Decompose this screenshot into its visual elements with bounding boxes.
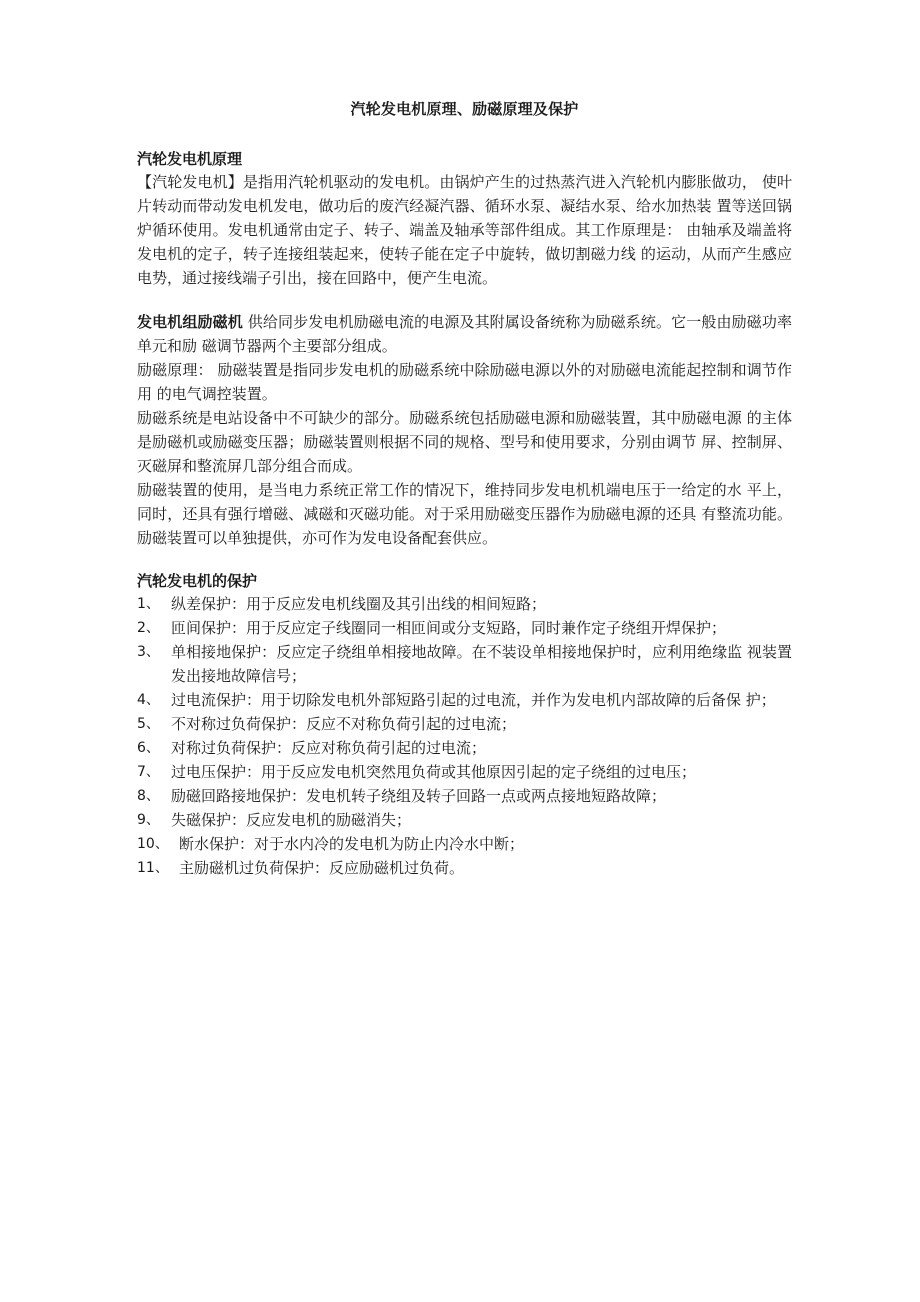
list-item-text: 过电流保护：用于切除发电机外部短路引起的过电流，并作为发电机内部故障的后备保 护； <box>171 691 776 709</box>
list-item-number: 4、 <box>137 692 160 708</box>
list-item-text: 对称过负荷保护：反应对称负荷引起的过电流； <box>171 739 487 757</box>
list-item <box>137 808 792 832</box>
list-item <box>137 592 792 616</box>
protection-list <box>137 592 792 880</box>
list-item-text: 单相接地保护：反应定子绕组单相接地故障。在不装设单相接地保护时，应利用绝缘监 视装置发出接地故障信号； <box>171 643 792 685</box>
list-item-number: 3、 <box>137 644 160 660</box>
list-item-number: 2、 <box>137 620 160 636</box>
excitation-system-paragraph: 励磁系统是电站设备中不可缺少的部分。励磁系统包括励磁电源和励磁装置，其中励磁电源 的主体是励磁机或励磁变压器；励磁装置则根据不同的规格、型号和使用要求，分别由调节 屏、控制屏、灭磁屏和整流屏几部分组合而成。 <box>137 409 792 475</box>
list-item <box>137 688 792 712</box>
list-item-text: 断水保护：对于水内冷的发电机为防止内冷水中断； <box>179 835 525 853</box>
section-heading-generator-principle: 汽轮发电机原理 <box>137 150 243 168</box>
list-item-number: 10、 <box>137 836 169 852</box>
document-page <box>137 92 792 880</box>
list-item-number: 8、 <box>137 788 160 804</box>
list-item <box>137 832 792 856</box>
exciter-intro-text: 供给同步发电机励磁电流的电源及其附属设备统称为励磁系统。它一般由励磁功率单元和励 磁调节器两个主要部分组成。 <box>137 313 792 355</box>
spacer <box>137 550 792 570</box>
list-item-text: 励磁回路接地保护：发电机转子绕组及转子回路一点或两点接地短路故障； <box>171 787 667 805</box>
list-item-number: 9、 <box>137 812 160 828</box>
list-item-text: 不对称过负荷保护：反应不对称负荷引起的过电流； <box>171 715 517 733</box>
list-item-text: 匝间保护：用于反应定子线圈同一相匝间或分支短路，同时兼作定子绕组开焊保护； <box>171 619 727 637</box>
generator-principle-paragraph: 【汽轮发电机】是指用汽轮机驱动的发电机。由锅炉产生的过热蒸汽进入汽轮机内膨胀做功， 使叶片转动而带动发电机发电，做功后的废汽经凝汽器、循环水泵、凝结水泵、给水加热装 置等送回锅炉循环使用。发电机通常由定子、转子、端盖及轴承等部件组成。其工作原理是： 由轴承及端盖将发电机的定子，转子连接组装起来，使转子能在定子中旋转，做切割磁力线 的运动，从而产生感应电势，通过接线端子引出，接在回路中，便产生电流。 <box>137 173 792 287</box>
list-item-number: 6、 <box>137 740 160 756</box>
list-item <box>137 760 792 784</box>
list-item-number: 5、 <box>137 716 160 732</box>
list-item-number: 11、 <box>137 860 169 876</box>
list-item <box>137 784 792 808</box>
list-item <box>137 616 792 640</box>
list-item-text: 主励磁机过负荷保护：反应励磁机过负荷。 <box>179 859 465 877</box>
list-item-text: 纵差保护：用于反应发电机线圈及其引出线的相间短路； <box>171 595 547 613</box>
list-item-text: 失磁保护：反应发电机的励磁消失； <box>171 811 412 829</box>
list-item <box>137 640 792 688</box>
list-item <box>137 856 792 880</box>
list-item-text: 过电压保护：用于反应发电机突然甩负荷或其他原因引起的定子绕组的过电压； <box>171 763 697 781</box>
excitation-principle-paragraph: 励磁原理： 励磁装置是指同步发电机的励磁系统中除励磁电源以外的对励磁电流能起控制和调节作用 的电气调控装置。 <box>137 361 792 403</box>
list-item-number: 1、 <box>137 596 160 612</box>
excitation-device-paragraph: 励磁装置的使用，是当电力系统正常工作的情况下，维持同步发电机机端电压于一给定的水 平上，同时，还具有强行增磁、减磁和灭磁功能。对于采用励磁变压器作为励磁电源的还具 有整流功能。励磁装置可以单独提供，亦可作为发电设备配套供应。 <box>137 481 792 547</box>
exciter-intro-paragraph <box>137 310 792 358</box>
list-item-number: 7、 <box>137 764 160 780</box>
section-heading-exciter: 发电机组励磁机 <box>137 313 243 331</box>
list-item <box>137 736 792 760</box>
document-title: 汽轮发电机原理、励磁原理及保护 <box>350 100 579 118</box>
section-heading-protection: 汽轮发电机的保护 <box>137 572 258 590</box>
spacer <box>137 290 792 310</box>
list-item <box>137 712 792 736</box>
